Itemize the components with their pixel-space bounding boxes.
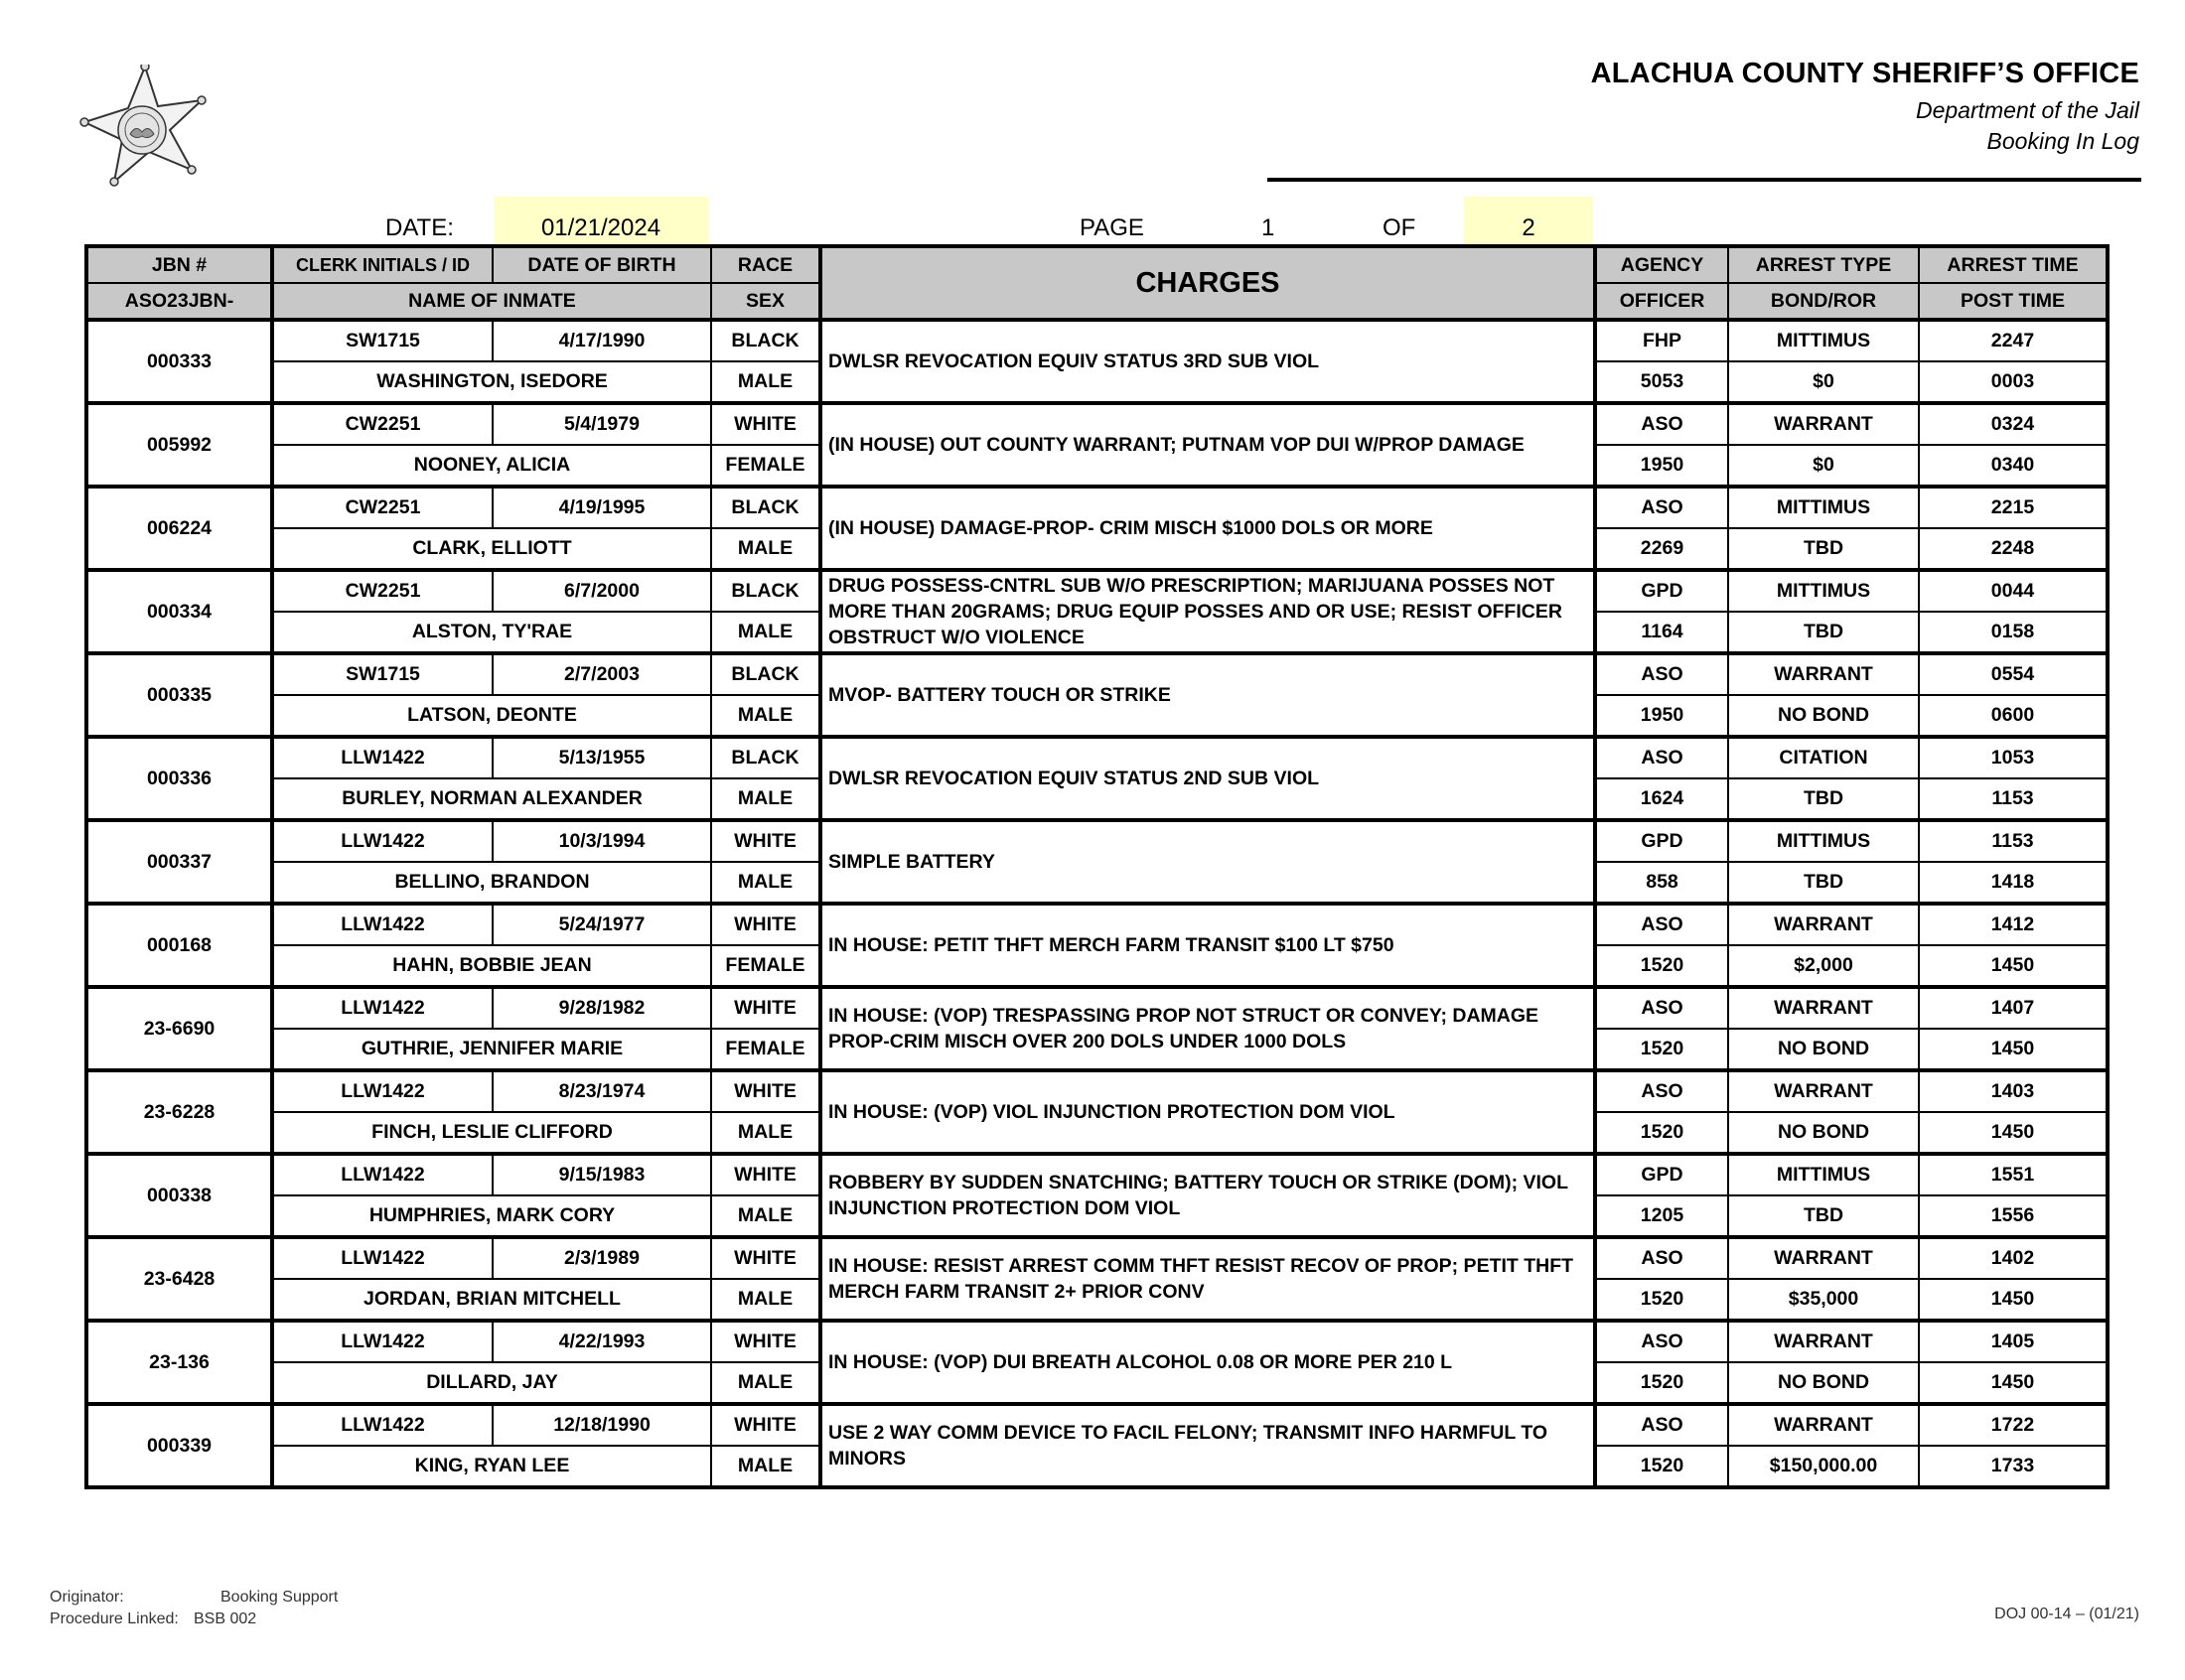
arrest-type-cell: MITTIMUS (1728, 1154, 1919, 1195)
arrest-type-cell: MITTIMUS (1728, 820, 1919, 862)
sex-cell: FEMALE (711, 445, 820, 487)
post-time-cell: 1450 (1919, 1362, 2108, 1404)
officer-cell: 1520 (1595, 1279, 1728, 1321)
charges-cell: IN HOUSE: PETIT THFT MERCH FARM TRANSIT $100 LT $750 (820, 904, 1595, 987)
race-cell: WHITE (711, 1070, 820, 1112)
table-row (86, 737, 2108, 778)
charges-cell: USE 2 WAY COMM DEVICE TO FACIL FELONY; TRANSMIT INFO HARMFUL TO MINORS (820, 1404, 1595, 1487)
jbn-cell: 000335 (86, 653, 272, 737)
race-cell: BLACK (711, 653, 820, 695)
agency-cell: ASO (1595, 403, 1728, 445)
table-row (86, 1321, 2108, 1362)
page-label: PAGE (1080, 214, 1144, 241)
jbn-cell: 000336 (86, 737, 272, 820)
race-cell: BLACK (711, 737, 820, 778)
agency-cell: ASO (1595, 987, 1728, 1029)
post-time-cell: 1450 (1919, 1029, 2108, 1070)
clerk-cell: CW2251 (272, 403, 493, 445)
dob-cell: 4/19/1995 (493, 487, 711, 528)
bond-cell: TBD (1728, 1195, 1919, 1237)
clerk-cell: LLW1422 (272, 737, 493, 778)
sex-cell: MALE (711, 528, 820, 570)
arrest-type-cell: MITTIMUS (1728, 487, 1919, 528)
table-row (86, 820, 2108, 862)
agency-cell: GPD (1595, 820, 1728, 862)
date-label: DATE: (385, 214, 454, 241)
jbn-cell: 000339 (86, 1404, 272, 1487)
clerk-cell: LLW1422 (272, 1237, 493, 1279)
inmate-name-cell: CLARK, ELLIOTT (272, 528, 711, 570)
sex-cell: FEMALE (711, 1029, 820, 1070)
agency-cell: ASO (1595, 1070, 1728, 1112)
jbn-cell: 23-6690 (86, 987, 272, 1070)
document-header (1591, 58, 2139, 155)
col-charges: CHARGES (820, 246, 1595, 320)
charges-cell: SIMPLE BATTERY (820, 820, 1595, 904)
header-rule (1267, 178, 2141, 182)
sex-cell: MALE (711, 1362, 820, 1404)
table-body (86, 320, 2108, 1487)
col-name: NAME OF INMATE (272, 283, 711, 320)
charges-cell: DWLSR REVOCATION EQUIV STATUS 3RD SUB VIOL (820, 320, 1595, 403)
col-race: RACE (711, 246, 820, 283)
agency-cell: ASO (1595, 1321, 1728, 1362)
arrest-type-cell: WARRANT (1728, 653, 1919, 695)
arrest-type-cell: WARRANT (1728, 987, 1919, 1029)
agency-cell: ASO (1595, 904, 1728, 945)
dob-cell: 5/24/1977 (493, 904, 711, 945)
clerk-cell: LLW1422 (272, 1154, 493, 1195)
arrest-time-cell: 2215 (1919, 487, 2108, 528)
charges-cell: IN HOUSE: (VOP) VIOL INJUNCTION PROTECTION DOM VIOL (820, 1070, 1595, 1154)
originator-value: Booking Support (220, 1589, 339, 1606)
arrest-time-cell: 1403 (1919, 1070, 2108, 1112)
table-row (86, 1070, 2108, 1112)
race-cell: WHITE (711, 1154, 820, 1195)
clerk-cell: SW1715 (272, 320, 493, 361)
col-post-time: POST TIME (1919, 283, 2108, 320)
sex-cell: MALE (711, 862, 820, 904)
jbn-cell: 23-6228 (86, 1070, 272, 1154)
officer-cell: 1624 (1595, 778, 1728, 820)
sex-cell: MALE (711, 1195, 820, 1237)
jbn-cell: 23-136 (86, 1321, 272, 1404)
sex-cell: MALE (711, 1279, 820, 1321)
arrest-time-cell: 0044 (1919, 570, 2108, 612)
agency-cell: ASO (1595, 737, 1728, 778)
jbn-cell: 000338 (86, 1154, 272, 1237)
dob-cell: 9/28/1982 (493, 987, 711, 1029)
sex-cell: MALE (711, 1112, 820, 1154)
dob-cell: 5/4/1979 (493, 403, 711, 445)
bond-cell: NO BOND (1728, 1029, 1919, 1070)
clerk-cell: LLW1422 (272, 904, 493, 945)
post-time-cell: 1450 (1919, 1112, 2108, 1154)
arrest-time-cell: 1405 (1919, 1321, 2108, 1362)
inmate-name-cell: KING, RYAN LEE (272, 1446, 711, 1487)
arrest-type-cell: WARRANT (1728, 403, 1919, 445)
inmate-name-cell: ALSTON, TY'RAE (272, 612, 711, 653)
bond-cell: NO BOND (1728, 1362, 1919, 1404)
jbn-cell: 005992 (86, 403, 272, 487)
officer-cell: 1520 (1595, 1446, 1728, 1487)
bond-cell: $150,000.00 (1728, 1446, 1919, 1487)
arrest-time-cell: 0554 (1919, 653, 2108, 695)
sex-cell: MALE (711, 1446, 820, 1487)
col-bond: BOND/ROR (1728, 283, 1919, 320)
inmate-name-cell: BELLINO, BRANDON (272, 862, 711, 904)
dob-cell: 8/23/1974 (493, 1070, 711, 1112)
dob-cell: 5/13/1955 (493, 737, 711, 778)
clerk-cell: LLW1422 (272, 1404, 493, 1446)
arrest-type-cell: WARRANT (1728, 1404, 1919, 1446)
dob-cell: 4/17/1990 (493, 320, 711, 361)
officer-cell: 1520 (1595, 1029, 1728, 1070)
sex-cell: MALE (711, 361, 820, 403)
clerk-cell: CW2251 (272, 570, 493, 612)
post-time-cell: 1733 (1919, 1446, 2108, 1487)
officer-cell: 858 (1595, 862, 1728, 904)
arrest-time-cell: 1551 (1919, 1154, 2108, 1195)
sex-cell: MALE (711, 778, 820, 820)
jbn-cell: 000334 (86, 570, 272, 653)
bond-cell: TBD (1728, 528, 1919, 570)
dob-cell: 2/7/2003 (493, 653, 711, 695)
form-code: DOJ 00-14 – (01/21) (1994, 1606, 2139, 1622)
jbn-cell: 000333 (86, 320, 272, 403)
inmate-name-cell: BURLEY, NORMAN ALEXANDER (272, 778, 711, 820)
charges-cell: IN HOUSE: RESIST ARREST COMM THFT RESIST RECOV OF PROP; PETIT THFT MERCH FARM TRANSIT 2+ PRIOR CONV (820, 1237, 1595, 1321)
officer-cell: 1164 (1595, 612, 1728, 653)
sex-cell: MALE (711, 612, 820, 653)
bond-cell: $35,000 (1728, 1279, 1919, 1321)
agency-cell: ASO (1595, 1404, 1728, 1446)
sheriff-star-badge-icon (74, 65, 216, 188)
clerk-cell: LLW1422 (272, 987, 493, 1029)
charges-cell: ROBBERY BY SUDDEN SNATCHING; BATTERY TOUCH OR STRIKE (DOM); VIOL INJUNCTION PROTECTION DOM VIOL (820, 1154, 1595, 1237)
bond-cell: $0 (1728, 445, 1919, 487)
charges-cell: (IN HOUSE) OUT COUNTY WARRANT; PUTNAM VOP DUI W/PROP DAMAGE (820, 403, 1595, 487)
of-label: OF (1383, 214, 1416, 241)
arrest-type-cell: CITATION (1728, 737, 1919, 778)
officer-cell: 1520 (1595, 945, 1728, 987)
col-agency: AGENCY (1595, 246, 1728, 283)
col-dob: DATE OF BIRTH (493, 246, 711, 283)
agency-cell: GPD (1595, 570, 1728, 612)
col-jbn-prefix: ASO23JBN- (86, 283, 272, 320)
inmate-name-cell: LATSON, DEONTE (272, 695, 711, 737)
inmate-name-cell: GUTHRIE, JENNIFER MARIE (272, 1029, 711, 1070)
col-sex: SEX (711, 283, 820, 320)
procedure-label: Procedure Linked: (50, 1610, 179, 1627)
dob-cell: 9/15/1983 (493, 1154, 711, 1195)
table-row (86, 487, 2108, 528)
agency-cell: ASO (1595, 487, 1728, 528)
date-value: 01/21/2024 (494, 197, 708, 244)
race-cell: BLACK (711, 570, 820, 612)
inmate-name-cell: HUMPHRIES, MARK CORY (272, 1195, 711, 1237)
race-cell: WHITE (711, 403, 820, 445)
post-time-cell: 1418 (1919, 862, 2108, 904)
post-time-cell: 0340 (1919, 445, 2108, 487)
charges-cell: (IN HOUSE) DAMAGE-PROP- CRIM MISCH $1000 DOLS OR MORE (820, 487, 1595, 570)
table-row (86, 1237, 2108, 1279)
table-row (86, 653, 2108, 695)
bond-cell: NO BOND (1728, 695, 1919, 737)
jbn-cell: 000168 (86, 904, 272, 987)
arrest-time-cell: 0324 (1919, 403, 2108, 445)
log-subtitle: Booking In Log (1986, 128, 2139, 154)
booking-log-table (84, 244, 2110, 1489)
arrest-time-cell: 1402 (1919, 1237, 2108, 1279)
arrest-type-cell: WARRANT (1728, 904, 1919, 945)
race-cell: WHITE (711, 820, 820, 862)
race-cell: WHITE (711, 1321, 820, 1362)
arrest-time-cell: 2247 (1919, 320, 2108, 361)
race-cell: BLACK (711, 320, 820, 361)
charges-cell: MVOP- BATTERY TOUCH OR STRIKE (820, 653, 1595, 737)
arrest-time-cell: 1153 (1919, 820, 2108, 862)
bond-cell: $0 (1728, 361, 1919, 403)
col-arrest-type: ARREST TYPE (1728, 246, 1919, 283)
arrest-time-cell: 1053 (1919, 737, 2108, 778)
bond-cell: TBD (1728, 862, 1919, 904)
agency-cell: GPD (1595, 1154, 1728, 1195)
dob-cell: 10/3/1994 (493, 820, 711, 862)
table-row (86, 570, 2108, 612)
post-time-cell: 0003 (1919, 361, 2108, 403)
bond-cell: $2,000 (1728, 945, 1919, 987)
post-time-cell: 1450 (1919, 1279, 2108, 1321)
page-number: 1 (1261, 214, 1275, 241)
clerk-cell: CW2251 (272, 487, 493, 528)
officer-cell: 1950 (1595, 695, 1728, 737)
arrest-type-cell: WARRANT (1728, 1070, 1919, 1112)
dob-cell: 6/7/2000 (493, 570, 711, 612)
office-title: ALACHUA COUNTY SHERIFF’S OFFICE (1590, 58, 2139, 89)
officer-cell: 1520 (1595, 1362, 1728, 1404)
charges-cell: IN HOUSE: (VOP) TRESPASSING PROP NOT STRUCT OR CONVEY; DAMAGE PROP-CRIM MISCH OVER 200 DOLS UNDER 1000 DOLS (820, 987, 1595, 1070)
table-row (86, 904, 2108, 945)
inmate-name-cell: WASHINGTON, ISEDORE (272, 361, 711, 403)
sex-cell: FEMALE (711, 945, 820, 987)
arrest-time-cell: 1407 (1919, 987, 2108, 1029)
dob-cell: 12/18/1990 (493, 1404, 711, 1446)
clerk-cell: LLW1422 (272, 1321, 493, 1362)
jbn-cell: 006224 (86, 487, 272, 570)
jbn-cell: 23-6428 (86, 1237, 272, 1321)
arrest-type-cell: MITTIMUS (1728, 320, 1919, 361)
dob-cell: 4/22/1993 (493, 1321, 711, 1362)
inmate-name-cell: NOONEY, ALICIA (272, 445, 711, 487)
arrest-type-cell: MITTIMUS (1728, 570, 1919, 612)
race-cell: WHITE (711, 1237, 820, 1279)
arrest-type-cell: WARRANT (1728, 1237, 1919, 1279)
officer-cell: 1950 (1595, 445, 1728, 487)
officer-cell: 2269 (1595, 528, 1728, 570)
race-cell: WHITE (711, 904, 820, 945)
arrest-time-cell: 1722 (1919, 1404, 2108, 1446)
officer-cell: 5053 (1595, 361, 1728, 403)
post-time-cell: 1450 (1919, 945, 2108, 987)
col-clerk: CLERK INITIALS / ID (272, 246, 493, 283)
table-row (86, 987, 2108, 1029)
department-subtitle: Department of the Jail (1915, 97, 2139, 123)
clerk-cell: SW1715 (272, 653, 493, 695)
post-time-cell: 0600 (1919, 695, 2108, 737)
post-time-cell: 1153 (1919, 778, 2108, 820)
officer-cell: 1205 (1595, 1195, 1728, 1237)
post-time-cell: 1556 (1919, 1195, 2108, 1237)
arrest-type-cell: WARRANT (1728, 1321, 1919, 1362)
clerk-cell: LLW1422 (272, 820, 493, 862)
clerk-cell: LLW1422 (272, 1070, 493, 1112)
bond-cell: TBD (1728, 612, 1919, 653)
col-officer: OFFICER (1595, 283, 1728, 320)
inmate-name-cell: HAHN, BOBBIE JEAN (272, 945, 711, 987)
inmate-name-cell: JORDAN, BRIAN MITCHELL (272, 1279, 711, 1321)
bond-cell: NO BOND (1728, 1112, 1919, 1154)
table-header (86, 246, 2108, 320)
jbn-cell: 000337 (86, 820, 272, 904)
charges-cell: DRUG POSSESS-CNTRL SUB W/O PRESCRIPTION; MARIJUANA POSSES NOT MORE THAN 20GRAMS; DRUG EQUIP POSSES AND OR USE; RESIST OFFICER OBSTRUCT W/O VIOLENCE (820, 570, 1595, 653)
page-total: 2 (1464, 197, 1593, 244)
inmate-name-cell: DILLARD, JAY (272, 1362, 711, 1404)
arrest-time-cell: 1412 (1919, 904, 2108, 945)
agency-cell: ASO (1595, 1237, 1728, 1279)
table-row (86, 320, 2108, 361)
dob-cell: 2/3/1989 (493, 1237, 711, 1279)
post-time-cell: 2248 (1919, 528, 2108, 570)
procedure-value: BSB 002 (194, 1610, 257, 1627)
col-jbn: JBN # (86, 246, 272, 283)
originator-label: Originator: (50, 1589, 124, 1606)
inmate-name-cell: FINCH, LESLIE CLIFFORD (272, 1112, 711, 1154)
agency-cell: ASO (1595, 653, 1728, 695)
post-time-cell: 0158 (1919, 612, 2108, 653)
table-row (86, 1404, 2108, 1446)
race-cell: WHITE (711, 987, 820, 1029)
table-row (86, 1154, 2108, 1195)
agency-cell: FHP (1595, 320, 1728, 361)
charges-cell: DWLSR REVOCATION EQUIV STATUS 2ND SUB VIOL (820, 737, 1595, 820)
table-row (86, 403, 2108, 445)
col-arrest-time: ARREST TIME (1919, 246, 2108, 283)
bond-cell: TBD (1728, 778, 1919, 820)
charges-cell: IN HOUSE: (VOP) DUI BREATH ALCOHOL 0.08 OR MORE PER 210 L (820, 1321, 1595, 1404)
officer-cell: 1520 (1595, 1112, 1728, 1154)
sex-cell: MALE (711, 695, 820, 737)
race-cell: BLACK (711, 487, 820, 528)
race-cell: WHITE (711, 1404, 820, 1446)
